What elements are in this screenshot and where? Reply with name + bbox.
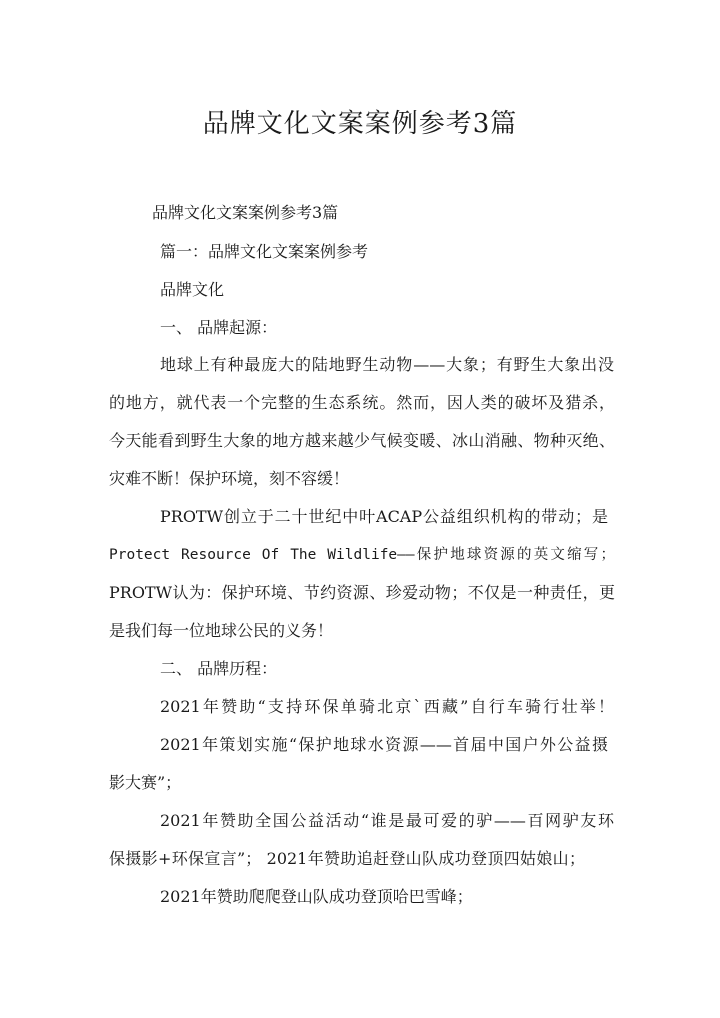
paragraph-line: 地球上有种最庞大的陆地野生动物——大象；有野生大象出没 [160,355,614,374]
paragraph-line: PROTW认为：保护环境、节约资源、珍爱动物；不仅是一种责任，更 [109,583,615,602]
chapter-heading: 篇一：品牌文化文案案例参考 [160,242,369,261]
paragraph-line: 2021年策划实施“保护地球水资源——首届中国户外公益摄 [160,735,608,754]
paragraph-line: 今天能看到野生大象的地方越来越少气候变暖、冰山消融、物种灭绝、 [109,431,615,450]
document-title: 品牌文化文案案例参考3篇 [202,109,518,139]
paragraph-line: 保摄影+环保宣言”； 2021年赞助追赶登山队成功登顶四姑娘山； [109,849,585,868]
paragraph-line: 的地方，就代表一个完整的生态系统。然而，因人类的破坏及猎杀， [109,393,615,412]
paragraph-line: 是我们每一位地球公民的义务！ [109,621,334,640]
subsection-heading-origin: 一、 品牌起源： [160,318,278,337]
paragraph-line: 2021年赞助全国公益活动“谁是最可爱的驴——百网驴友环 [160,811,614,830]
paragraph-line: PROTW创立于二十世纪中叶ACAP公益组织机构的带动；是 [160,507,608,526]
paragraph-line: 影大赛”； [109,773,182,792]
paragraph-line: 2021年赞助爬爬登山队成功登顶哈巴雪峰； [160,887,473,906]
paragraph-line: 2021年赞助“支持环保单骑北京`西藏”自行车骑行壮举！ [160,697,614,716]
paragraph-line: 灾难不断！保护环境，刻不容缓！ [109,469,350,488]
section-heading: 品牌文化 [160,280,225,299]
paragraph-line: Protect Resource Of The Wildlife——保护地球资源的英文缩写； [109,547,615,563]
subtitle-line: 品牌文化文案案例参考3篇 [152,203,339,222]
subsection-heading-history: 二、 品牌历程： [160,659,278,678]
